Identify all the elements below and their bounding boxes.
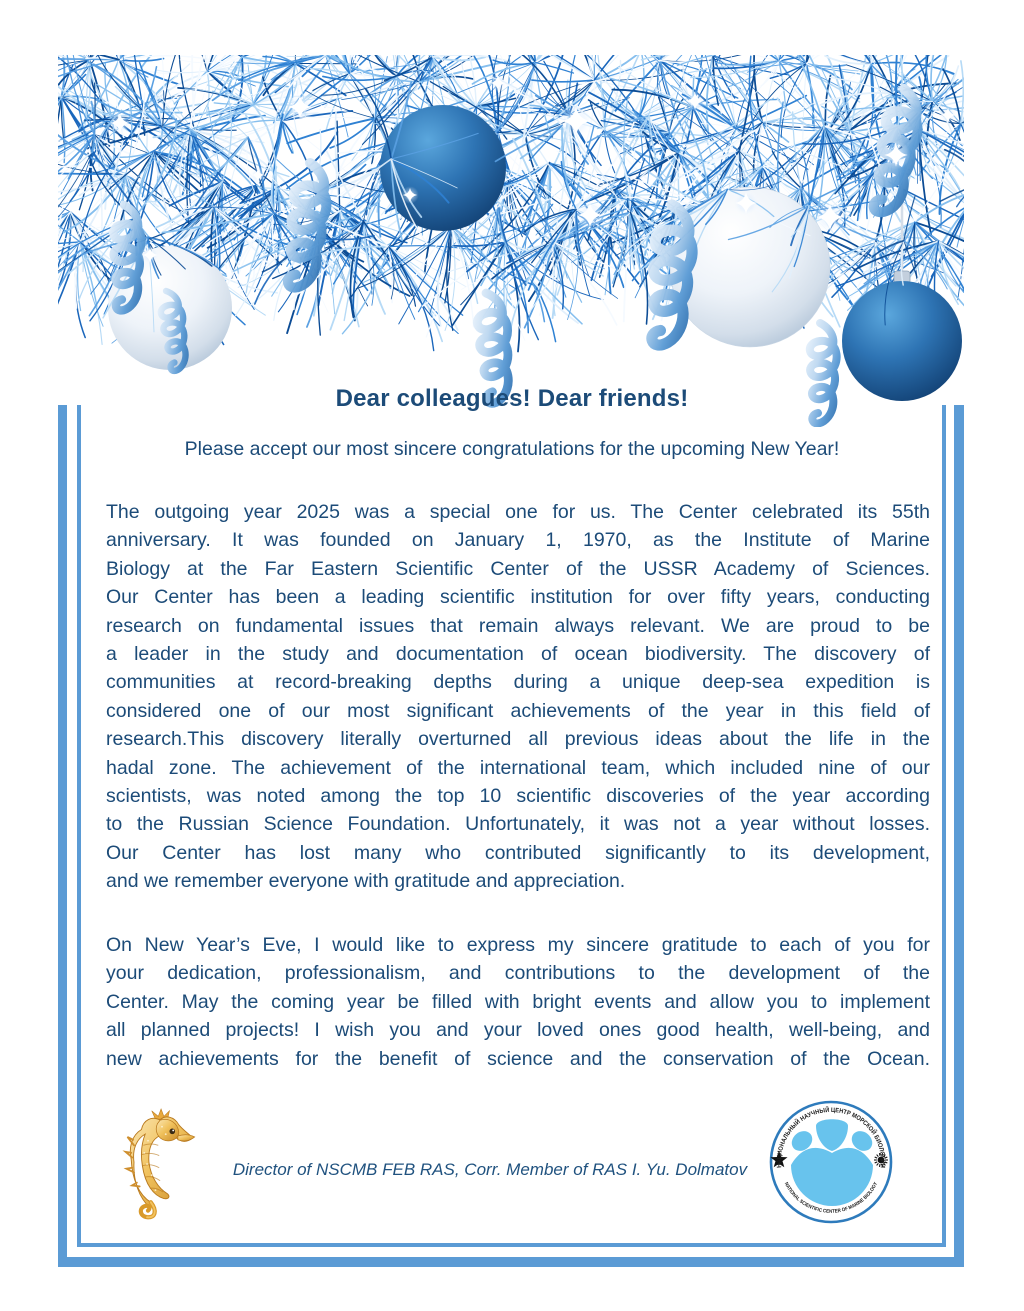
paragraph-line: hadal zone. The achievement of the international team, which included nine of our: [106, 756, 930, 779]
nscmb-logo: [769, 1100, 893, 1224]
blue-bauble: [380, 105, 506, 231]
greeting-subtitle: Please accept our most sincere congratulations for the upcoming New Year!: [184, 438, 840, 460]
new-year-banner: [58, 55, 964, 427]
letter-paragraph-1: [106, 498, 930, 896]
paragraph-line: research.This discovery literally overturned all previous ideas about the life in the: [106, 728, 930, 751]
paragraph-line: and we remember everyone with gratitude and appreciation.: [106, 870, 626, 893]
paragraph-line: Center. May the coming year be filled with bright events and allow you to implement: [106, 990, 930, 1013]
paragraph-line: On New Year’s Eve, I would like to express my sincere gratitude to each of you for: [106, 934, 930, 956]
paragraph-line: research on fundamental issues that remain always relevant. We are proud to be: [106, 614, 930, 637]
paragraph-line: Our Center has been a leading scientific institution for over fifty years, conducting: [106, 586, 930, 609]
seahorse-icon: [120, 1106, 204, 1222]
logo-text-english: NATIONAL SCIENTIFIC CENTER OF MARINE BIOLOGY: [782, 1180, 880, 1215]
paragraph-line: considered one of our most significant achievements of the year in this field of: [106, 699, 930, 722]
signature-line: Director of NSCMB FEB RAS, Corr. Member of RAS I. Yu. Dolmatov: [232, 1160, 748, 1179]
paragraph-line: anniversary. It was founded on January 1, 1970, as the Institute of Marine: [106, 529, 930, 552]
paragraph-line: all planned projects! I wish you and your loved ones good health, well-being, and: [106, 1019, 930, 1042]
page-title: Dear colleagues! Dear friends!: [335, 385, 689, 412]
paragraph-line: your dedication, professionalism, and contributions to the development of the: [106, 962, 930, 985]
paragraph-line: Our Center has lost many who contributed significantly to its development,: [106, 841, 930, 864]
paragraph-line: communities at record-breaking depths during a unique deep-sea expedition is: [106, 671, 930, 694]
paragraph-line: Biology at the Far Eastern Scientific Center of the USSR Academy of Sciences.: [106, 557, 930, 580]
paragraph-line: scientists, was noted among the top 10 scientific discoveries of the year according: [106, 785, 930, 808]
blue-bauble-right: [842, 281, 962, 401]
paragraph-line: The outgoing year 2025 was a special one for us. The Center celebrated its 55th: [106, 501, 930, 523]
logo-text-russian: НАЦИОНАЛЬНЫЙ НАУЧНЫЙ ЦЕНТР МОРСКОЙ БИОЛОГИИ: [775, 1106, 887, 1169]
paragraph-line: to the Russian Science Foundation. Unfortunately, it was not a year without losses.: [106, 813, 930, 836]
fir-branches-baubles-illustration: [58, 55, 964, 427]
letter-paragraph-2: [106, 931, 930, 1073]
paragraph-line: a leader in the study and documentation of ocean biodiversity. The discovery of: [106, 643, 930, 666]
paragraph-line: new achievements for the benefit of science and the conservation of the Ocean.: [106, 1047, 930, 1070]
